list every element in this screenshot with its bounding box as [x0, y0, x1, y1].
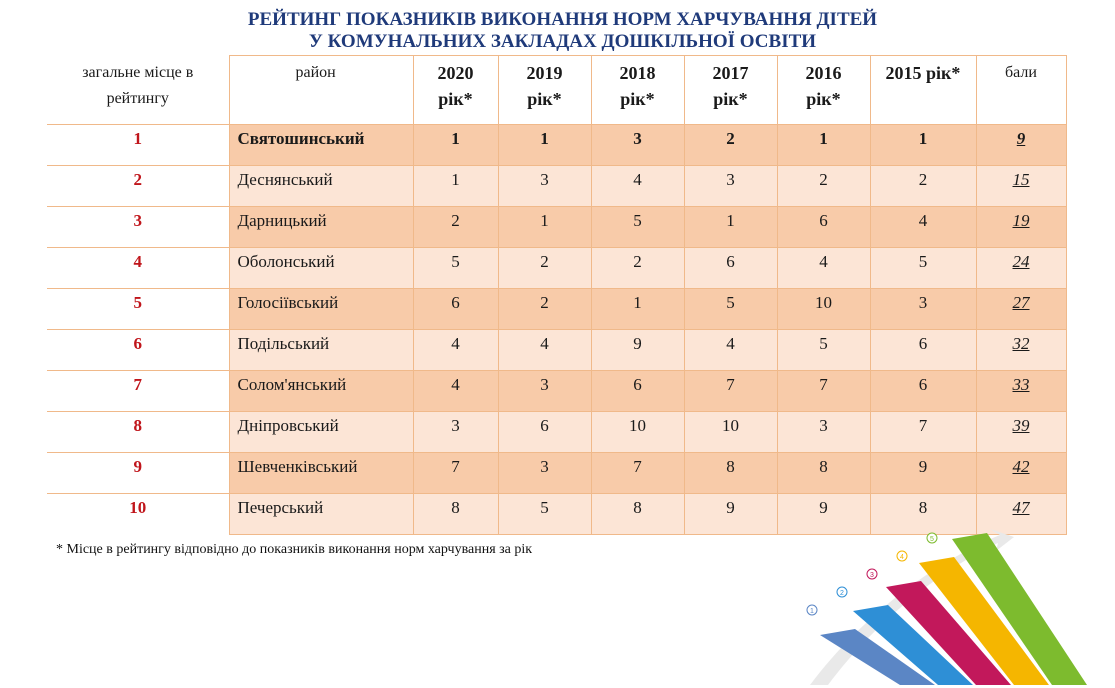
score-cell: 24: [976, 248, 1066, 289]
rank-2020-cell: 8: [413, 494, 498, 535]
place-cell: 6: [47, 330, 229, 371]
rank-2018-cell: 3: [591, 125, 684, 166]
rank-2020-cell: 3: [413, 412, 498, 453]
header-2017: [684, 56, 777, 125]
page-title-line-2: У КОМУНАЛЬНИХ ЗАКЛАДАХ ДОШКІЛЬНОЇ ОСВІТИ: [308, 31, 817, 52]
rank-2018-cell: 1: [591, 289, 684, 330]
rating-table: [47, 55, 1067, 535]
table-row: [47, 371, 1066, 412]
score-cell: 42: [976, 453, 1066, 494]
rank-2019-cell: 1: [498, 125, 591, 166]
rank-2016-cell: 8: [777, 453, 870, 494]
table-row: [47, 125, 1066, 166]
header-place-line-2: рейтингу: [106, 89, 169, 107]
score-cell: 47: [976, 494, 1066, 535]
page-title-line-1: РЕЙТИНГ ПОКАЗНИКІВ ВИКОНАННЯ НОРМ ХАРЧУВАННЯ ДІТЕЙ: [247, 9, 878, 30]
step-number-3: 3: [870, 572, 874, 579]
rank-2018-cell: 9: [591, 330, 684, 371]
district-cell: Дарницький: [229, 207, 413, 248]
score-cell: 9: [976, 125, 1066, 166]
rank-2017-cell: 9: [684, 494, 777, 535]
place-cell: 1: [47, 125, 229, 166]
rank-2019-cell: 2: [498, 289, 591, 330]
score-cell: 33: [976, 371, 1066, 412]
district-cell: Деснянський: [229, 166, 413, 207]
table-row: [47, 289, 1066, 330]
header-place: [47, 56, 229, 125]
district-cell: Солом'янський: [229, 371, 413, 412]
table-row: [47, 453, 1066, 494]
header-2018-year: 2018: [619, 63, 656, 83]
header-2020-year: 2020: [437, 63, 474, 83]
table-header-row: [47, 56, 1066, 125]
header-2017-year: 2017: [712, 63, 749, 83]
rank-2020-cell: 1: [413, 125, 498, 166]
header-district: район: [229, 56, 413, 125]
district-cell: Подільський: [229, 330, 413, 371]
rank-2018-cell: 4: [591, 166, 684, 207]
header-2018-unit: рік*: [620, 89, 655, 109]
rank-2016-cell: 4: [777, 248, 870, 289]
rank-2018-cell: 6: [591, 371, 684, 412]
rank-2017-cell: 1: [684, 207, 777, 248]
table-row: [47, 330, 1066, 371]
header-2018: [591, 56, 684, 125]
header-2016: [777, 56, 870, 125]
step-number-2: 2: [840, 590, 844, 597]
rank-2017-cell: 5: [684, 289, 777, 330]
district-cell: Оболонський: [229, 248, 413, 289]
rank-2017-cell: 10: [684, 412, 777, 453]
rank-2016-cell: 1: [777, 125, 870, 166]
rank-2017-cell: 6: [684, 248, 777, 289]
score-cell: 15: [976, 166, 1066, 207]
rank-2015-cell: 9: [870, 453, 976, 494]
step-number-1: 1: [810, 608, 814, 615]
rank-2015-cell: 6: [870, 330, 976, 371]
rank-2020-cell: 4: [413, 371, 498, 412]
header-2016-year: 2016: [805, 63, 842, 83]
rank-2015-cell: 7: [870, 412, 976, 453]
header-2019-unit: рік*: [527, 89, 562, 109]
rank-2018-cell: 5: [591, 207, 684, 248]
rank-2016-cell: 3: [777, 412, 870, 453]
district-cell: Святошинський: [229, 125, 413, 166]
rank-2019-cell: 3: [498, 371, 591, 412]
rank-2018-cell: 8: [591, 494, 684, 535]
place-cell: 8: [47, 412, 229, 453]
rank-2015-cell: 2: [870, 166, 976, 207]
rank-2017-cell: 4: [684, 330, 777, 371]
rank-2016-cell: 7: [777, 371, 870, 412]
rank-2018-cell: 2: [591, 248, 684, 289]
place-cell: 5: [47, 289, 229, 330]
rank-2016-cell: 5: [777, 330, 870, 371]
rank-2020-cell: 5: [413, 248, 498, 289]
rank-2020-cell: 7: [413, 453, 498, 494]
place-cell: 10: [47, 494, 229, 535]
district-cell: Печерський: [229, 494, 413, 535]
rank-2020-cell: 6: [413, 289, 498, 330]
place-cell: 9: [47, 453, 229, 494]
rank-2015-cell: 1: [870, 125, 976, 166]
rank-2019-cell: 5: [498, 494, 591, 535]
header-score: бали: [976, 56, 1066, 125]
rank-2017-cell: 2: [684, 125, 777, 166]
rank-2019-cell: 3: [498, 453, 591, 494]
rank-2017-cell: 8: [684, 453, 777, 494]
rank-2016-cell: 10: [777, 289, 870, 330]
district-cell: Голосіївський: [229, 289, 413, 330]
score-cell: 39: [976, 412, 1066, 453]
header-2016-unit: рік*: [806, 89, 841, 109]
header-place-line-1: загальне місце в: [82, 63, 194, 81]
rank-2019-cell: 3: [498, 166, 591, 207]
header-2020: [413, 56, 498, 125]
rank-2020-cell: 1: [413, 166, 498, 207]
table-row: [47, 207, 1066, 248]
header-2019: [498, 56, 591, 125]
rank-2019-cell: 4: [498, 330, 591, 371]
rank-2015-cell: 6: [870, 371, 976, 412]
header-2015: 2015 рік*: [870, 56, 976, 125]
rank-2015-cell: 3: [870, 289, 976, 330]
rank-2016-cell: 9: [777, 494, 870, 535]
place-cell: 7: [47, 371, 229, 412]
rank-2016-cell: 2: [777, 166, 870, 207]
score-cell: 32: [976, 330, 1066, 371]
rank-2020-cell: 4: [413, 330, 498, 371]
table-row: [47, 248, 1066, 289]
rank-2018-cell: 7: [591, 453, 684, 494]
step-number-5: 5: [930, 536, 934, 543]
rank-2018-cell: 10: [591, 412, 684, 453]
table-row: [47, 412, 1066, 453]
footnote: * Місце в рейтингу відповідно до показників виконання норм харчування за рік: [56, 542, 533, 557]
rank-2019-cell: 2: [498, 248, 591, 289]
place-cell: 4: [47, 248, 229, 289]
score-cell: 19: [976, 207, 1066, 248]
rank-2020-cell: 2: [413, 207, 498, 248]
header-2017-unit: рік*: [713, 89, 748, 109]
score-cell: 27: [976, 289, 1066, 330]
district-cell: Дніпровський: [229, 412, 413, 453]
rank-2017-cell: 3: [684, 166, 777, 207]
rank-2017-cell: 7: [684, 371, 777, 412]
table-row: [47, 166, 1066, 207]
rank-2015-cell: 4: [870, 207, 976, 248]
header-2019-year: 2019: [526, 63, 563, 83]
rank-2019-cell: 6: [498, 412, 591, 453]
rank-2015-cell: 5: [870, 248, 976, 289]
step-number-4: 4: [900, 554, 904, 561]
place-cell: 2: [47, 166, 229, 207]
place-cell: 3: [47, 207, 229, 248]
header-2020-unit: рік*: [438, 89, 473, 109]
rank-2019-cell: 1: [498, 207, 591, 248]
rank-2015-cell: 8: [870, 494, 976, 535]
steps-decoration-graphic: [790, 525, 1090, 685]
district-cell: Шевченківський: [229, 453, 413, 494]
rank-2016-cell: 6: [777, 207, 870, 248]
